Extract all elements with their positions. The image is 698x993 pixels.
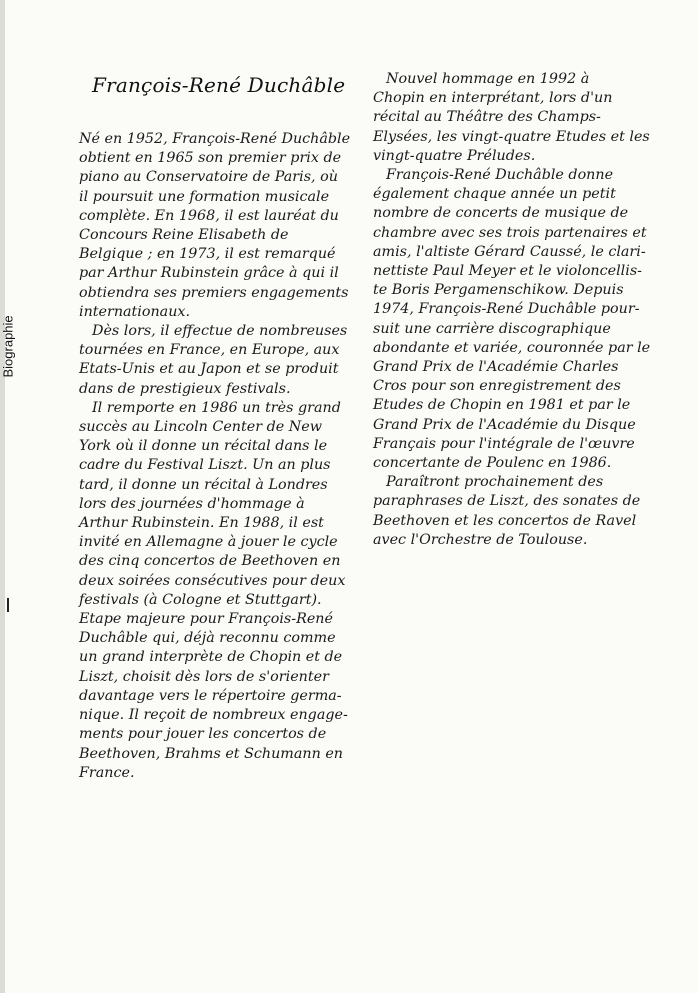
- text-line: Chopin en interprétant, lors d'un: [373, 90, 613, 107]
- text-line: York où il donne un récital dans le: [79, 438, 328, 455]
- text-line: Paraîtront prochainement des: [386, 474, 604, 491]
- text-line: Belgique ; en 1973, il est remarqué: [79, 246, 336, 263]
- text-line: également chaque année un petit: [373, 186, 616, 203]
- section-side-label: Biographie: [0, 315, 16, 378]
- text-line: 1974, François-René Duchâble pour-: [373, 301, 640, 318]
- text-line: ments pour jouer les concertos de: [79, 726, 327, 743]
- text-line: Cros pour son enregistrement des: [373, 378, 621, 395]
- text-line: dans de prestigieux festivals.: [79, 380, 291, 397]
- text-line: obtient en 1965 son premier prix de: [79, 150, 342, 167]
- text-line: invité en Allemagne à jouer le cycle: [79, 534, 338, 551]
- text-line: vingt-quatre Préludes.: [373, 147, 536, 164]
- text-line: internationaux.: [79, 303, 191, 320]
- text-line: François-René Duchâble donne: [386, 167, 614, 184]
- text-line: Arthur Rubinstein. En 1988, il est: [79, 515, 324, 532]
- text-line: nique. Il reçoit de nombreux engage-: [79, 707, 348, 724]
- text-line: Beethoven, Brahms et Schumann en: [79, 745, 344, 762]
- text-line: nombre de concerts de musique de: [373, 205, 629, 222]
- text-line: obtiendra ses premiers engagements: [79, 284, 349, 301]
- text-line: par Arthur Rubinstein grâce à qui il: [79, 265, 339, 282]
- text-line: Né en 1952, François-René Duchâble: [79, 131, 351, 147]
- text-line: deux soirées consécutives pour deux: [79, 572, 346, 589]
- text-line: il poursuit une formation musicale: [79, 188, 330, 205]
- text-line: complète. En 1968, il est lauréat du: [79, 207, 339, 224]
- text-line: récital au Théâtre des Champs-: [373, 109, 601, 126]
- text-line: Dès lors, il effectue de nombreuses: [92, 323, 348, 340]
- text-line: Elysées, les vingt-quatre Etudes et les: [373, 128, 650, 145]
- text-line: suit une carrière discographique: [373, 320, 611, 337]
- left-text-column: [79, 130, 369, 783]
- text-line: avec l'Orchestre de Toulouse.: [373, 531, 588, 548]
- text-line: amis, l'altiste Gérard Caussé, le clari-: [373, 243, 646, 260]
- text-line: France.: [79, 764, 135, 781]
- text-line: nettiste Paul Meyer et le violoncellis-: [373, 263, 642, 280]
- text-line: Nouvel hommage en 1992 à: [386, 71, 590, 87]
- text-line: Grand Prix de l'Académie du Disque: [373, 416, 636, 433]
- text-line: Duchâble qui, déjà reconnu comme: [79, 630, 336, 647]
- text-line: Etape majeure pour François-René: [79, 611, 333, 628]
- text-line: un grand interprète de Chopin et de: [79, 649, 343, 666]
- text-line: Concours Reine Elisabeth de: [79, 227, 289, 244]
- text-line: piano au Conservatoire de Paris, où: [79, 169, 338, 186]
- right-text-column: [373, 70, 663, 550]
- text-line: Beethoven et les concertos de Ravel: [373, 512, 637, 529]
- text-line: Etats-Unis et au Japon et se produit: [79, 361, 339, 378]
- text-line: Il remporte en 1986 un très grand: [92, 399, 341, 416]
- text-line: tournées en France, en Europe, aux: [79, 342, 340, 359]
- text-line: succès au Lincoln Center de New: [79, 419, 322, 436]
- text-line: Grand Prix de l'Académie Charles: [373, 359, 619, 376]
- text-line: abondante et variée, couronnée par le: [373, 339, 651, 356]
- text-line: Français pour l'intégrale de l'œuvre: [373, 435, 635, 452]
- text-line: Liszt, choisit dès lors de s'orienter: [79, 668, 329, 685]
- text-line: davantage vers le répertoire germa-: [79, 687, 342, 704]
- margin-tick-mark: [7, 598, 9, 612]
- text-line: te Boris Pergamenschikow. Depuis: [373, 282, 624, 299]
- text-line: paraphrases de Liszt, des sonates de: [373, 493, 641, 510]
- text-line: des cinq concertos de Beethoven en: [79, 553, 341, 570]
- text-line: concertante de Poulenc en 1986.: [373, 455, 612, 472]
- text-line: lors des journées d'hommage à: [79, 495, 305, 512]
- text-line: festivals (à Cologne et Stuttgart).: [79, 591, 322, 608]
- text-line: cadre du Festival Liszt. Un an plus: [79, 457, 331, 474]
- page-edge-shadow: [0, 0, 5, 993]
- page-title: François-René Duchâble: [92, 73, 346, 97]
- text-line: chambre avec ses trois partenaires et: [373, 224, 647, 241]
- text-line: tard, il donne un récital à Londres: [79, 476, 328, 493]
- text-line: Etudes de Chopin en 1981 et par le: [373, 397, 631, 414]
